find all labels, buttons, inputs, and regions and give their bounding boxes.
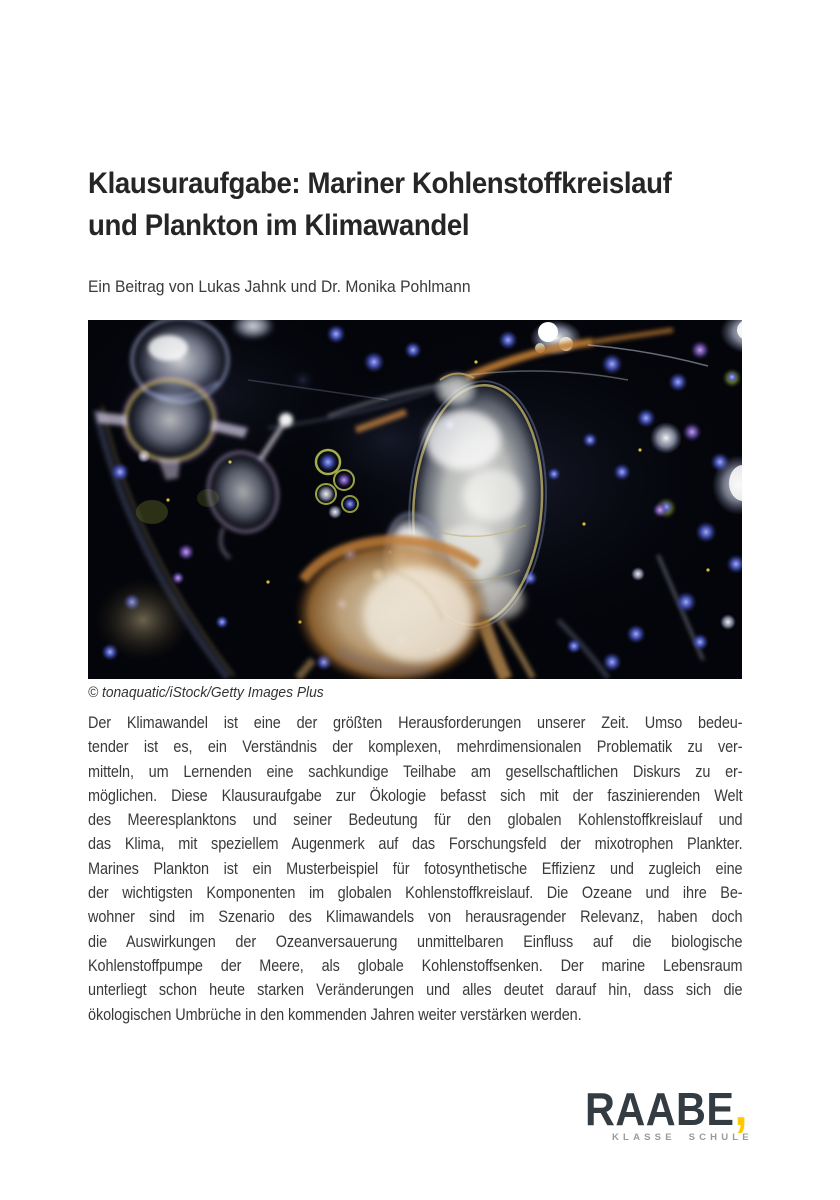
body-line: der wichtigsten Komponenten im globalen Kohlenstoffkreislauf. Die Ozeane und ihre Be-	[88, 883, 743, 903]
raabe-logo-wordmark	[585, 1079, 765, 1137]
byline: Ein Beitrag von Lukas Jahnk und Dr. Monika Pohlmann	[88, 277, 471, 296]
body-line: wohner sind im Szenario des Klimawandels von herausragender Relevanz, haben doch	[88, 907, 743, 927]
body-line: möglichen. Diese Klausuraufgabe zur Ökologie befasst sich mit der faszinierenden Welt	[88, 785, 743, 805]
body-paragraph	[88, 711, 743, 1027]
raabe-logo	[585, 1079, 785, 1143]
body-line: Kohlenstoffpumpe der Meere, als globale Kohlenstoffsenken. Der marine Lebensraum	[88, 955, 743, 975]
raabe-logo-tagline: KLASSE SCHULE	[612, 1132, 753, 1143]
body-line: die Auswirkungen der Ozeanversauerung unmittelbaren Einfluss auf die biologische	[88, 931, 743, 951]
body-line: Marines Plankton ist ein Musterbeispiel für fotosynthetische Effizienz und zugleich eine	[88, 858, 743, 878]
body-line: unterliegt schon heute starken Veränderungen und alles deutet darauf hin, dass sich die	[88, 980, 743, 1000]
body-line: das Klima, mit speziellem Augenmerk auf das Forschungsfeld der mixotrophen Plankter.	[88, 834, 743, 854]
raabe-logo-comma: ,	[734, 1079, 748, 1137]
page-title	[88, 163, 743, 247]
image-credit-caption: © tonaquatic/iStock/Getty Images Plus	[88, 684, 324, 701]
body-line: tender ist es, ein Verständnis der komplexen, mehrdimensionalen Problematik zu ver-	[88, 737, 743, 757]
plankton-photo-graphic	[88, 320, 742, 679]
body-line: ökologischen Umbrüche in den kommenden Jahren weiter verstärken werden.	[88, 1004, 582, 1024]
page-title-line2: und Plankton im Klimawandel	[88, 209, 470, 242]
plankton-photo	[88, 320, 742, 679]
raabe-logo-brand: RAABE	[585, 1083, 735, 1135]
body-line: Der Klimawandel ist eine der größten Herausforderungen unserer Zeit. Umso bedeu-	[88, 713, 743, 732]
body-line: des Meeresplanktons und seiner Bedeutung für den globalen Kohlenstoffkreislauf und	[88, 810, 743, 830]
body-line: mitteln, um Lernenden eine sachkundige Teilhabe am gesellschaftlichen Diskurs zu er-	[88, 761, 743, 781]
page-title-line1: Klausuraufgabe: Mariner Kohlenstoffkreislauf	[88, 167, 672, 200]
